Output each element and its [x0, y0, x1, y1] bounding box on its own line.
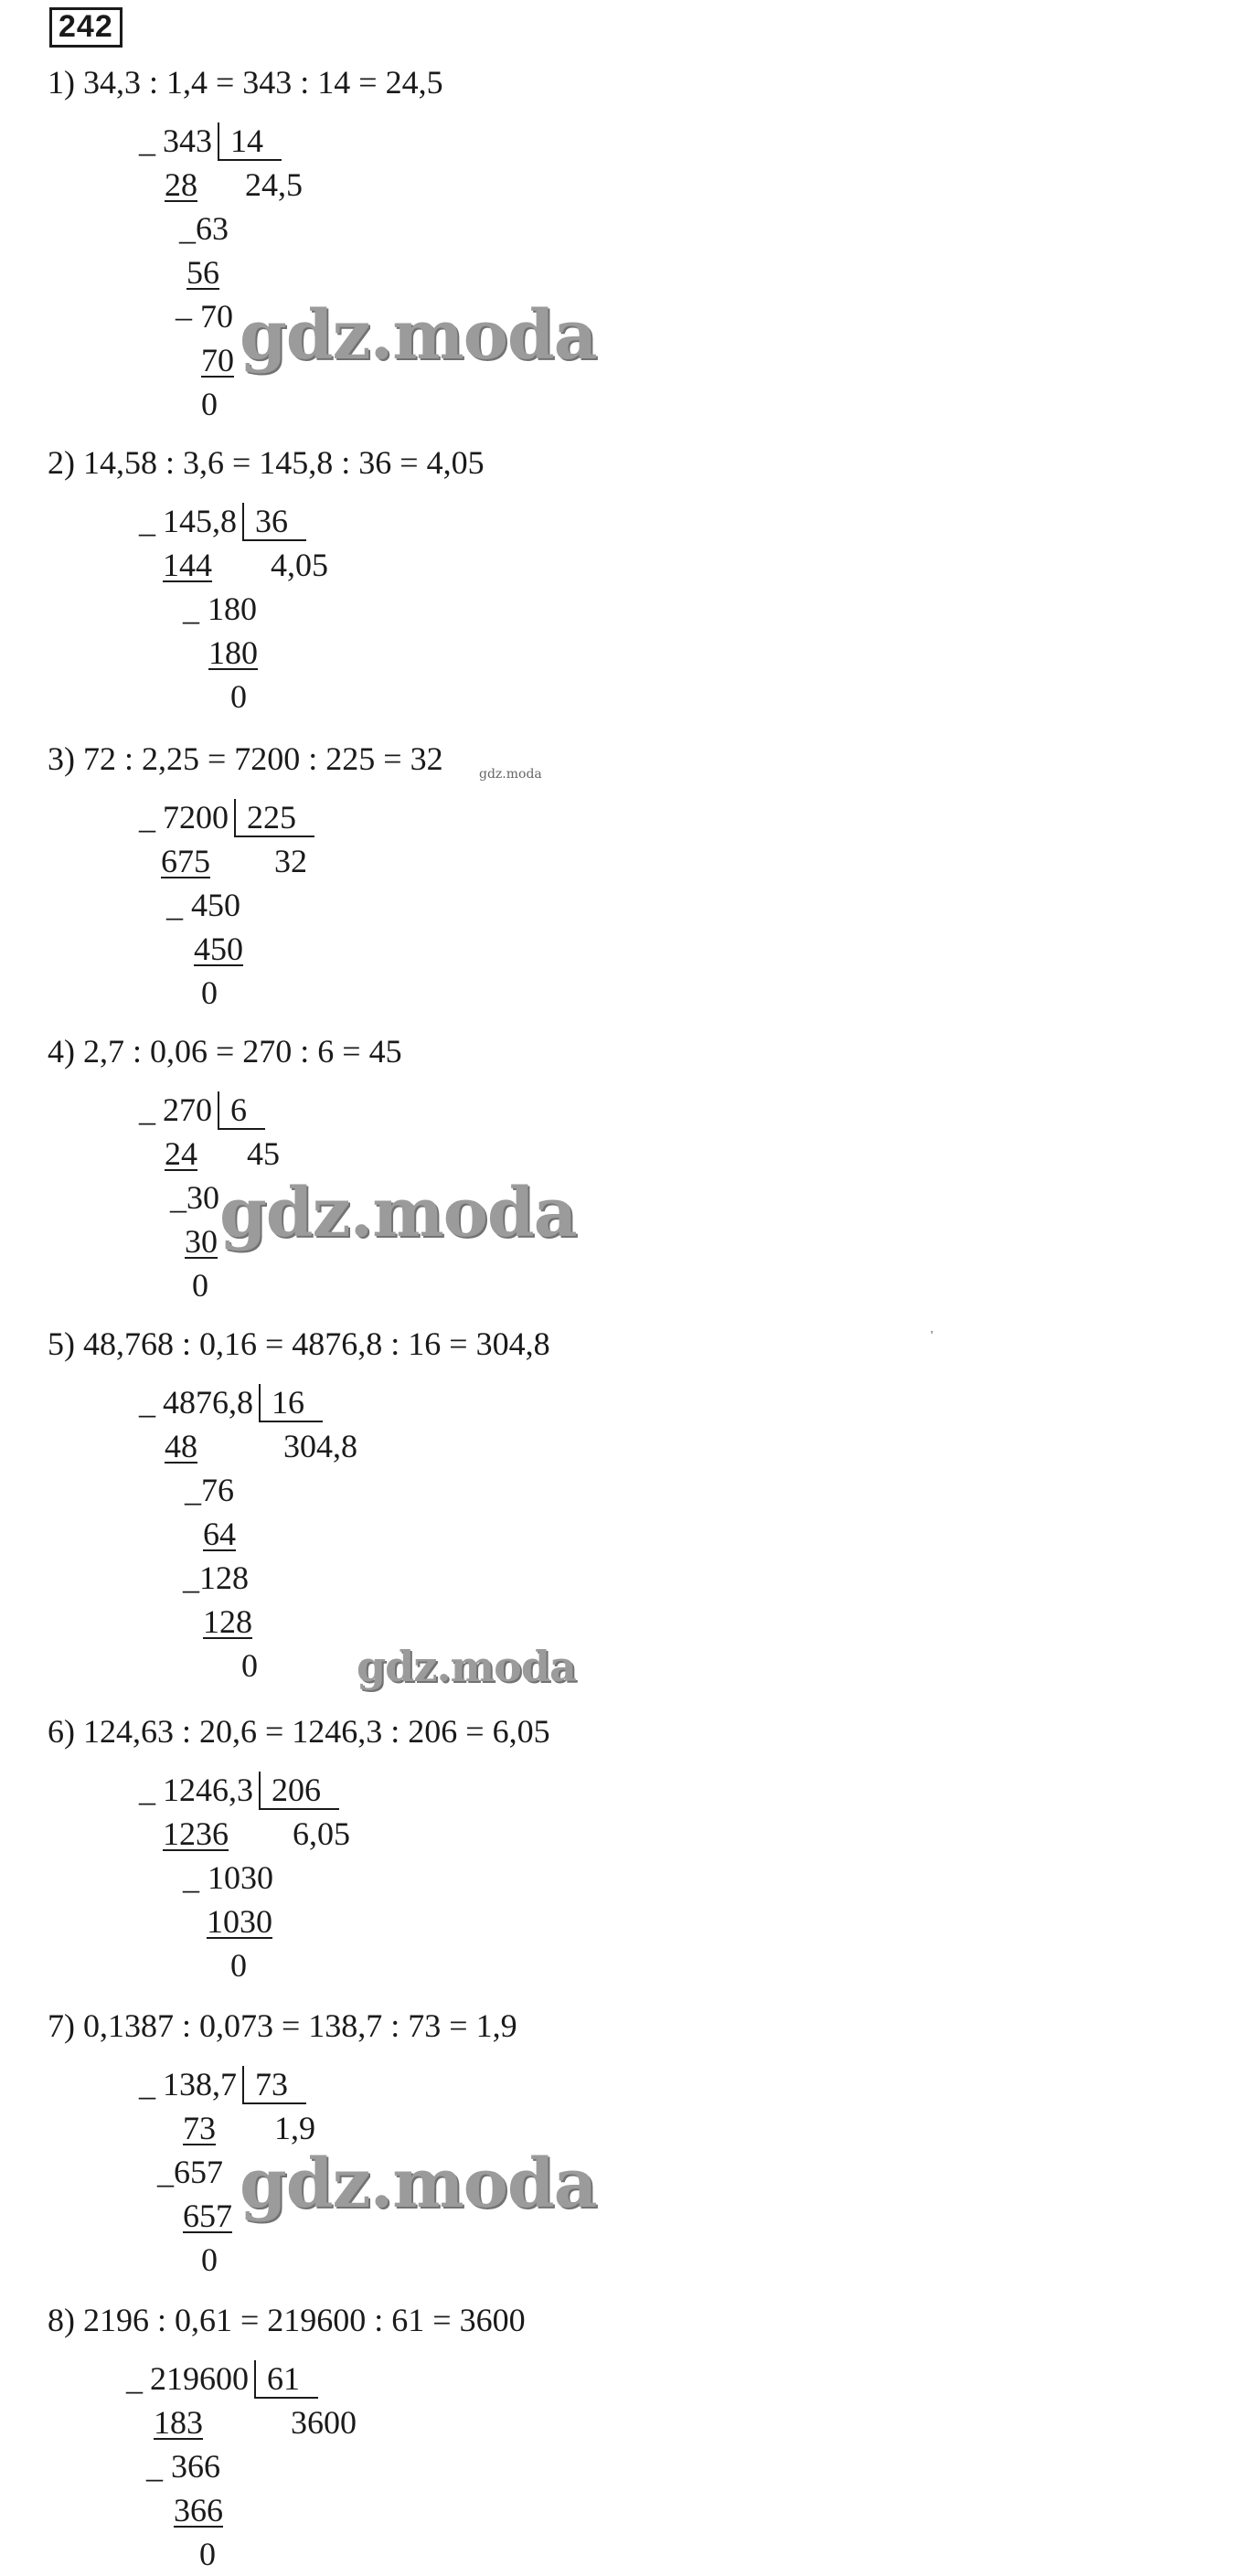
- problem-number-badge: 242: [49, 7, 123, 48]
- watermark-small: gdz.moda: [479, 767, 542, 782]
- subtrahend: 675: [161, 843, 210, 879]
- final-remainder: 0: [230, 1947, 247, 1984]
- quotient: 6,05: [293, 1815, 350, 1852]
- minus-sign: _: [179, 210, 196, 247]
- remainder-row: [146, 2448, 220, 2485]
- dividend: 270: [163, 1091, 212, 1128]
- remainder: 180: [208, 591, 257, 627]
- divisor: 14: [218, 122, 282, 161]
- subtrahend: 657: [183, 2198, 232, 2234]
- subtrahend: 70: [201, 342, 234, 378]
- minus-sign: _: [146, 2448, 171, 2485]
- problem-6-dividend-row: [139, 1772, 339, 1808]
- subtrahend: 30: [185, 1223, 218, 1260]
- remainder: 63: [196, 210, 229, 247]
- scan-speck: ': [931, 1329, 933, 1343]
- minus-sign: _: [185, 1472, 201, 1508]
- minus-sign: _: [139, 1091, 155, 1128]
- problem-5-dividend-row: [139, 1384, 323, 1421]
- dividend: 1246,3: [163, 1772, 253, 1808]
- problem-8-equation: 8) 2196 : 0,61 = 219600 : 61 = 3600: [48, 2302, 526, 2338]
- final-remainder: 0: [201, 2241, 218, 2278]
- problem-5-equation: 5) 48,768 : 0,16 = 4876,8 : 16 = 304,8: [48, 1325, 550, 1362]
- divisor: 73: [242, 2066, 306, 2104]
- subtrahend: 180: [208, 634, 258, 671]
- problem-1-dividend-row: [139, 122, 282, 159]
- watermark: gdz.moda: [357, 1642, 576, 1691]
- problem-2-equation: 2) 14,58 : 3,6 = 145,8 : 36 = 4,05: [48, 444, 485, 481]
- subtrahend: 450: [194, 931, 243, 967]
- quotient: 304,8: [283, 1428, 357, 1464]
- remainder-row: [183, 1559, 249, 1596]
- quotient: 32: [274, 843, 307, 879]
- subtrahend: 56: [186, 254, 219, 291]
- remainder: 30: [186, 1179, 219, 1216]
- remainder-row: [183, 591, 257, 627]
- problem-3-equation: 3) 72 : 2,25 = 7200 : 225 = 32: [48, 740, 443, 777]
- problem-2-dividend-row: [139, 503, 306, 539]
- quotient: 3600: [291, 2404, 357, 2441]
- minus-sign: _: [126, 2360, 143, 2397]
- problem-1-equation: 1) 34,3 : 1,4 = 343 : 14 = 24,5: [48, 64, 443, 101]
- remainder-row: [179, 210, 229, 247]
- problem-4-equation: 4) 2,7 : 0,06 = 270 : 6 = 45: [48, 1033, 402, 1070]
- subtrahend: 64: [203, 1516, 236, 1552]
- divisor: 225: [234, 799, 314, 837]
- remainder: 657: [174, 2154, 223, 2190]
- divisor: 16: [259, 1384, 323, 1422]
- divisor: 36: [242, 503, 306, 541]
- problem-6-equation: 6) 124,63 : 20,6 = 1246,3 : 206 = 6,05: [48, 1713, 550, 1750]
- problem-7-dividend-row: [139, 2066, 306, 2102]
- minus-sign: –: [176, 298, 200, 335]
- subtrahend: 144: [163, 547, 212, 583]
- remainder: 76: [201, 1472, 234, 1508]
- subtrahend: 48: [165, 1428, 197, 1464]
- remainder-row: [183, 1859, 273, 1896]
- remainder: 128: [199, 1559, 249, 1596]
- dividend: 219600: [150, 2360, 249, 2397]
- remainder-row: [170, 1179, 219, 1216]
- subtrahend: 1030: [207, 1903, 272, 1940]
- dividend: 145,8: [163, 503, 237, 539]
- remainder: 366: [171, 2448, 220, 2485]
- minus-sign: _: [170, 1179, 186, 1216]
- remainder: 70: [200, 298, 233, 335]
- subtrahend: 128: [203, 1603, 252, 1640]
- problem-3-dividend-row: [139, 799, 314, 836]
- minus-sign: _: [139, 799, 155, 836]
- minus-sign: _: [139, 122, 155, 159]
- remainder-row: [176, 298, 233, 335]
- remainder: 1030: [208, 1859, 273, 1896]
- subtrahend: 1236: [163, 1815, 229, 1852]
- dividend: 4876,8: [163, 1384, 253, 1421]
- dividend: 138,7: [163, 2066, 237, 2102]
- minus-sign: _: [139, 2066, 155, 2102]
- quotient: 45: [247, 1135, 280, 1172]
- dividend: 343: [163, 122, 212, 159]
- final-remainder: 0: [230, 678, 247, 715]
- subtrahend: 366: [174, 2492, 223, 2528]
- quotient: 24,5: [245, 166, 303, 203]
- watermark: gdz.moda: [240, 296, 597, 375]
- final-remainder: 0: [192, 1267, 208, 1304]
- minus-sign: _: [166, 887, 191, 923]
- remainder-row: [166, 887, 240, 923]
- remainder-row: [157, 2154, 223, 2190]
- final-remainder: 0: [241, 1647, 258, 1684]
- divisor: 206: [259, 1772, 339, 1810]
- quotient: 4,05: [271, 547, 328, 583]
- subtrahend: 183: [154, 2404, 203, 2441]
- divisor: 61: [254, 2360, 318, 2399]
- divisor: 6: [218, 1091, 265, 1130]
- minus-sign: _: [183, 591, 208, 627]
- final-remainder: 0: [201, 974, 218, 1011]
- subtrahend: 24: [165, 1135, 197, 1172]
- problem-4-dividend-row: [139, 1091, 265, 1128]
- problem-7-equation: 7) 0,1387 : 0,073 = 138,7 : 73 = 1,9: [48, 2007, 517, 2044]
- dividend: 7200: [163, 799, 229, 836]
- problem-8-dividend-row: [126, 2360, 318, 2397]
- minus-sign: _: [139, 503, 155, 539]
- subtrahend: 73: [183, 2110, 216, 2146]
- minus-sign: _: [183, 1859, 208, 1896]
- remainder: 450: [191, 887, 240, 923]
- minus-sign: _: [157, 2154, 174, 2190]
- watermark: gdz.moda: [219, 1174, 577, 1252]
- minus-sign: _: [183, 1559, 199, 1596]
- final-remainder: 0: [199, 2536, 216, 2572]
- remainder-row: [185, 1472, 234, 1508]
- watermark: gdz.moda: [240, 2145, 597, 2223]
- quotient: 1,9: [274, 2110, 315, 2146]
- final-remainder: 0: [201, 386, 218, 422]
- minus-sign: _: [139, 1384, 155, 1421]
- subtrahend: 28: [165, 166, 197, 203]
- minus-sign: _: [139, 1772, 155, 1808]
